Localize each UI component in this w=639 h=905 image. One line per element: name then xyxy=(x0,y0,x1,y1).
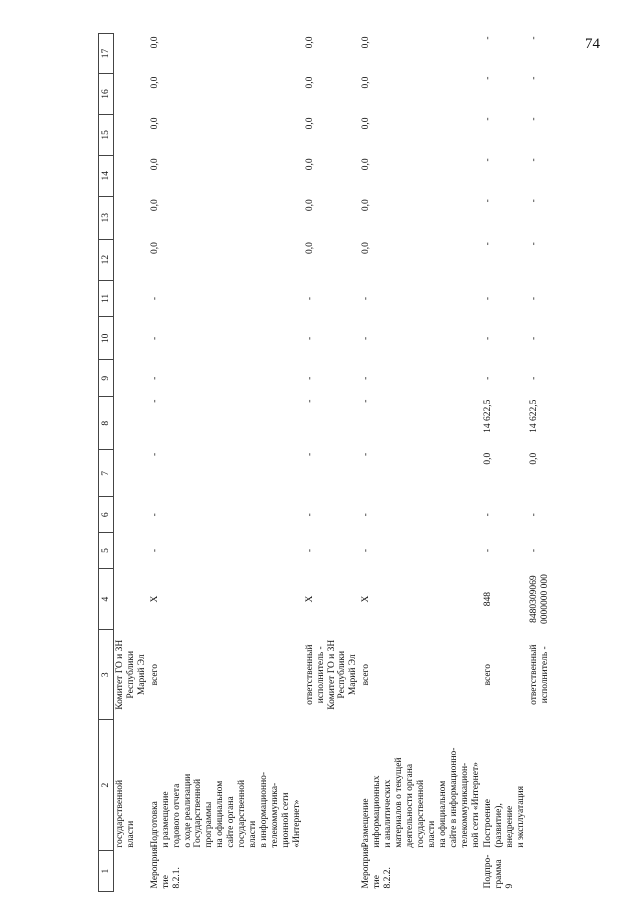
header-cell: 11 xyxy=(99,280,114,317)
header-cell: 5 xyxy=(99,533,114,569)
table-cell: - xyxy=(483,117,494,121)
table-cell: - xyxy=(304,548,315,553)
table-cell xyxy=(304,720,361,851)
table-cell: - xyxy=(529,336,540,340)
header-cell: 6 xyxy=(99,497,114,533)
table-cell: 0,0 xyxy=(304,158,315,171)
table-cell: - xyxy=(304,452,315,456)
table-cell: 0,0 xyxy=(361,199,372,212)
table-cell: 0,0 xyxy=(361,117,372,130)
header-cell: 1 xyxy=(99,851,114,892)
table-cell: 0,0 xyxy=(304,242,315,255)
table-cell: - xyxy=(529,158,540,162)
table-row xyxy=(482,34,528,892)
table-cell: государственной власти xyxy=(115,779,136,848)
table-cell: Мероприя- тие 8.2.1. xyxy=(149,844,182,889)
table-cell xyxy=(114,568,149,629)
table-cell xyxy=(114,397,149,450)
table-cell xyxy=(114,360,149,397)
table-cell: - xyxy=(529,513,540,517)
header-cell: 14 xyxy=(99,155,114,196)
table-cell: - xyxy=(149,399,160,403)
table-cell xyxy=(114,155,149,196)
table-cell: - xyxy=(483,36,494,40)
table-cell: 0,0 xyxy=(483,452,494,465)
table-cell xyxy=(114,851,149,892)
table-cell: - xyxy=(529,117,540,121)
table-cell: - xyxy=(483,76,494,80)
table-cell: 0,0 xyxy=(529,452,540,465)
header-cell: 3 xyxy=(99,630,114,720)
table-cell xyxy=(114,317,149,360)
table-cell: - xyxy=(304,376,315,380)
table-row xyxy=(149,34,304,892)
table-cell: 8480309069 0000000 000 xyxy=(529,574,551,624)
table-cell: - xyxy=(149,376,160,380)
table-cell: всего xyxy=(361,664,372,686)
table-cell: Мероприя- тие 8.2.2. xyxy=(361,844,394,889)
table-cell xyxy=(114,533,149,569)
table-cell xyxy=(114,196,149,239)
table-cell: всего xyxy=(483,664,494,686)
header-cell: 9 xyxy=(99,360,114,397)
table-cell: - xyxy=(361,296,372,301)
table-cell: - xyxy=(149,336,160,340)
column-number-header xyxy=(99,34,114,892)
table-cell: 0,0 xyxy=(304,76,315,89)
table-cell: 0,0 xyxy=(304,199,315,212)
table-cell: - xyxy=(529,199,540,203)
table-cell: Комитет ГО и ЗН Республики Марий Эл xyxy=(115,639,147,710)
table-cell: - xyxy=(304,296,315,301)
header-cell: 13 xyxy=(99,196,114,239)
table-cell: 0,0 xyxy=(149,117,160,130)
table-cell: - xyxy=(529,376,540,380)
header-cell: 16 xyxy=(99,74,114,115)
table-cell: - xyxy=(361,399,372,403)
table-cell: 0,0 xyxy=(149,199,160,212)
table-cell: X xyxy=(361,595,372,603)
table-cell: - xyxy=(149,452,160,456)
header-cell: 17 xyxy=(99,34,114,74)
table-cell xyxy=(114,450,149,497)
table-cell: Построение (развитие), внедрение и эксплуатация xyxy=(483,786,527,848)
table-cell: ответственный исполнитель - xyxy=(529,644,551,705)
table-row xyxy=(528,34,552,892)
table-cell: Подготовка и размещение годового отчета о ходе реализации Государственной программы на официальном сайте органа государственной власти в информационно- телекоммуника- ционной сети «Интернет» xyxy=(149,771,302,848)
table-cell: - xyxy=(529,76,540,80)
table-cell: - xyxy=(361,548,372,553)
table-cell: - xyxy=(483,513,494,517)
table-cell: 0,0 xyxy=(149,158,160,171)
table-cell: - xyxy=(529,36,540,40)
table-cell: - xyxy=(529,296,540,301)
table-cell: - xyxy=(149,513,160,517)
page-number: 74 xyxy=(585,36,600,52)
table-cell xyxy=(114,239,149,280)
table-cell: - xyxy=(483,548,494,553)
table-cell: 0,0 xyxy=(149,76,160,89)
header-cell: 4 xyxy=(99,568,114,629)
table-cell: - xyxy=(529,242,540,246)
table-cell xyxy=(114,34,149,74)
table-cell: - xyxy=(483,376,494,380)
table-cell: - xyxy=(361,336,372,340)
table-cell: - xyxy=(304,399,315,403)
table-cell: - xyxy=(304,513,315,517)
table-cell xyxy=(114,74,149,115)
table-cell: - xyxy=(361,513,372,517)
header-cell: 8 xyxy=(99,397,114,450)
table-cell: - xyxy=(483,242,494,246)
table-cell: - xyxy=(149,548,160,553)
table-cell: X xyxy=(149,595,160,603)
table-cell: 0,0 xyxy=(149,242,160,255)
table-cell: 0,0 xyxy=(304,36,315,49)
header-cell: 15 xyxy=(99,114,114,155)
table-cell: 0,0 xyxy=(304,117,315,130)
table-cell xyxy=(528,851,552,892)
table-cell: ответственный исполнитель - Комитет ГО и ЗН Республики Марий Эл xyxy=(304,639,359,710)
table-cell: - xyxy=(483,296,494,301)
header-cell: 2 xyxy=(99,720,114,851)
table-cell: 0,0 xyxy=(361,158,372,171)
table-cell: 0,0 xyxy=(149,36,160,49)
table-cell: - xyxy=(304,336,315,340)
table-row xyxy=(304,34,361,892)
table-cell xyxy=(114,280,149,317)
table-cell: 14 622,5 xyxy=(483,399,494,433)
table-cell: - xyxy=(149,296,160,301)
table-cell xyxy=(528,720,552,851)
table-cell xyxy=(114,497,149,533)
header-cell: 10 xyxy=(99,317,114,360)
table-cell: 0,0 xyxy=(361,36,372,49)
table-cell: - xyxy=(483,336,494,340)
budget-table xyxy=(98,33,552,892)
table-cell: 14 622,5 xyxy=(529,399,540,433)
table-cell: 0,0 xyxy=(361,76,372,89)
table-cell: 0,0 xyxy=(361,242,372,255)
table-row xyxy=(360,34,482,892)
header-cell: 7 xyxy=(99,450,114,497)
table-cell: - xyxy=(483,199,494,203)
table-cell: - xyxy=(361,376,372,380)
table-cell: X xyxy=(304,595,315,603)
header-cell: 12 xyxy=(99,239,114,280)
table-cell: - xyxy=(529,548,540,553)
table-cell: - xyxy=(361,452,372,456)
table-cell: Подпро- грамма 9 xyxy=(483,854,516,889)
table-cell xyxy=(114,114,149,155)
table-cell: Размещение информационных и аналитических материалов о текущей деятельности органа государственной власти на официальном сайте в информационно- телекоммуникацион- ной сети «Интернет» xyxy=(361,747,481,848)
table-cell xyxy=(304,851,361,892)
table-cell: - xyxy=(483,158,494,162)
table-row xyxy=(114,34,149,892)
table-cell: 848 xyxy=(483,591,494,607)
table-cell: всего xyxy=(149,664,160,686)
